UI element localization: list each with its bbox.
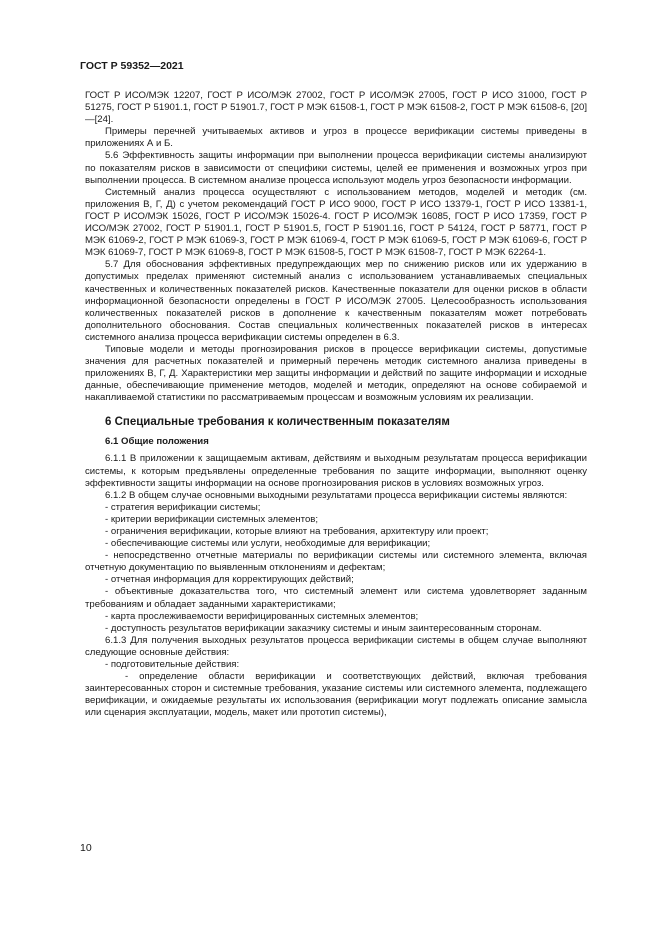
list-item: - критерии верификации системных элементов; (105, 513, 319, 525)
section-title: 6 Специальные требования к количественным показателям (105, 416, 450, 429)
paragraph: Примеры перечней учитываемых активов и угроз в процессе верификации системы приведены в приложениях А и Б. (85, 126, 587, 150)
list-item: - непосредственно отчетные материалы по верификации системы или системного элемента, включая отчетную документацию по выявленным отклонениям и дефектам; (85, 550, 587, 574)
list-item: - объективные доказательства того, что системный элемент или система удовлетворяет заданным требованиям и обладает заданными характеристиками; (85, 586, 587, 610)
list-item: - ограничения верификации, которые влияют на требования, архитектуру или проект; (105, 526, 489, 537)
paragraph: 5.6 Эффективность защиты информации при выполнении процесса верификации системы анализируют по показателям рисков в зависимости от специфики системы, целей ее применения и возможных угроз при выполнении процесса. В системном анализе процесса используют модель угроз безопасности информации. (85, 150, 587, 186)
paragraph: 6.1.1 В приложении к защищаемым активам, действиям и выходным результатам процесса верификации системы, к которым предъявлены определенные требования по защите информации, выполняют оценку эффективности защиты информации на основе прогнозирования рисков в условиях возможных угроз. (85, 453, 587, 489)
page-content (85, 90, 587, 720)
paragraph: ГОСТ Р ИСО/МЭК 12207, ГОСТ Р ИСО/МЭК 27002, ГОСТ Р ИСО/МЭК 27005, ГОСТ Р ИСО 31000, ГОСТ Р 51275, ГОСТ Р 51901.1, ГОСТ Р 51901.7, ГОСТ Р МЭК 61508-1, ГОСТ Р МЭК 61508-2, ГОСТ Р МЭК 61508-6, [20]—[24]. (85, 90, 587, 126)
page-number: 10 (80, 842, 92, 854)
subsection-title: 6.1 Общие положения (105, 436, 209, 448)
list-item: - обеспечивающие системы или услуги, необходимые для верификации; (105, 538, 431, 550)
paragraph: Системный анализ процесса осуществляют с использованием методов, моделей и методик (см. приложения В, Г, Д) с учетом рекомендаций ГОСТ Р ИСО 9000, ГОСТ Р ИСО 13379-1, ГОСТ Р ИСО 13381-1, ГОСТ Р ИСО/МЭК 15026, ГОСТ Р ИСО/МЭК 15026-4. ГОСТ Р ИСО/МЭК 16085, ГОСТ Р ИСО 17359, ГОСТ Р ИСО/МЭК 27002, ГОСТ Р 51901.1, ГОСТ Р 51901.5, ГОСТ Р 51901.16, ГОСТ Р 54124, ГОСТ Р 58771, ГОСТ Р МЭК 61069-2, ГОСТ Р МЭК 61069-3, ГОСТ Р МЭК 61069-4, ГОСТ Р МЭК 61069-5, ГОСТ Р МЭК 61069-6, ГОСТ Р МЭК 61069-7, ГОСТ Р МЭК 61069-8, ГОСТ Р МЭК 61508-5, ГОСТ Р МЭК 61508-7, ГОСТ Р МЭК 62264-1. (85, 186, 587, 259)
list-item: - определение области верификации и соответствующих действий, включая требования заинтересованных сторон и системные требования, указание системы или системного элемента, подлежащего верификации, и ожидаемые результаты их использования (верификации могут подлежать описание замысла или сценария эксплуатации, модель, макет или прототип системы), (85, 671, 587, 719)
paragraph: 6.1.2 В общем случае основными выходными результатами процесса верификации системы являются: (105, 489, 568, 501)
page-header: ГОСТ Р 59352—2021 (80, 60, 184, 72)
paragraph: 5.7 Для обоснования эффективных предупреждающих мер по снижению рисков или их удержанию в допустимых пределах применяют системный анализ с использованием устанавливаемых специальных качественных и количественных показателей рисков. Качественные показатели для оценки рисков в области информационной безопасности определены в ГОСТ Р ИСО/МЭК 27005. Целесообразность использования количественных показателей рисков в дополнение к качественным показателям может потребовать дополнительного обоснования. Состав специальных количественных показателей рисков в интересах системного анализа процесса верификации системы определен в 6.3. (85, 259, 587, 343)
list-item: - подготовительные действия: (105, 659, 240, 671)
list-item: - карта прослеживаемости верифицированных системных элементов; (105, 610, 419, 622)
list-item: - доступность результатов верификации заказчику системы и иным заинтересованным сторонам. (105, 622, 542, 634)
paragraph: 6.1.3 Для получения выходных результатов процесса верификации системы в общем случае выполняют следующие основные действия: (85, 634, 587, 658)
paragraph: Типовые модели и методы прогнозирования рисков в процессе верификации системы, допустимые значения для расчетных показателей и примерный перечень методик системного анализа приведены в приложениях В, Г, Д. Характеристики мер защиты информации и действий по защите информации и исходные данные, обеспечивающие применение методов, моделей и методик, определяют на основе собираемой и накапливаемой статистики по рассматриваемым процессам и возможным условиям их реализации. (85, 343, 587, 404)
list-item: - отчетная информация для корректирующих действий; (105, 574, 354, 586)
list-item: - стратегия верификации системы; (105, 501, 261, 513)
